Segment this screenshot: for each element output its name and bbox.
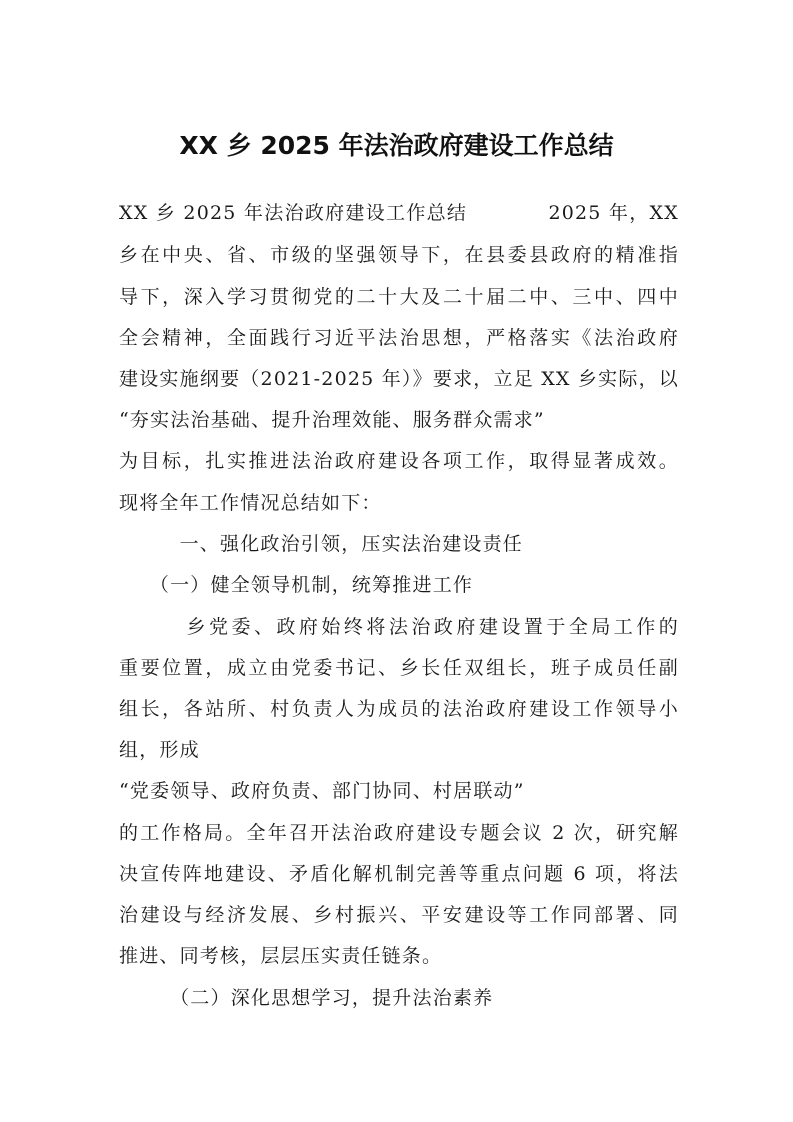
body-line-16: 的工作格局。全年召开法治政府建设专题会议 2 次，研究解 (119, 822, 679, 844)
subsection-heading-2: （二）深化思想学习，提升法治素养 (119, 987, 494, 1009)
body-line-15: “党委领导、政府负责、部门协同、村居联动” (119, 780, 525, 802)
document-title: XX 乡 2025 年法治政府建设工作总结 (179, 131, 614, 160)
body-line-11: 乡党委、政府始终将法治政府建设置于全局工作的 (119, 616, 679, 638)
section-heading-1: 一、强化政治引领，压实法治建设责任 (119, 533, 524, 555)
body-line-12: 重要位置，成立由党委书记、乡长任双组长，班子成员任副 (119, 657, 679, 679)
body-line-4: 全会精神，全面践行习近平法治思想，严格落实《法治政府 (119, 327, 679, 349)
body-line-5: 建设实施纲要（2021-2025 年）》要求，立足 XX 乡实际，以 (119, 368, 679, 390)
body-line-17: 决宣传阵地建设、矛盾化解机制完善等重点问题 6 项，将法 (119, 863, 679, 885)
body-line-2: 乡在中央、省、市级的坚强领导下，在县委县政府的精准指 (119, 244, 679, 266)
body-line-8: 现将全年工作情况总结如下： (119, 492, 382, 514)
body-line-13: 组长，各站所、村负责人为成员的法治政府建设工作领导小 (119, 698, 679, 720)
body-line-18: 治建设与经济发展、乡村振兴、平安建设等工作同部署、同 (119, 904, 679, 926)
body-line-6: “夯实法治基础、提升治理效能、服务群众需求” (119, 409, 545, 431)
body-line-3: 导下，深入学习贯彻党的二十大及二十届二中、三中、四中 (119, 286, 679, 308)
body-line-19: 推进、同考核，层层压实责任链条。 (119, 945, 443, 967)
body-line-14: 组，形成 (119, 739, 200, 761)
subsection-heading-1: （一）健全领导机制，统筹推进工作 (119, 574, 474, 596)
body-line-1: XX 乡 2025 年法治政府建设工作总结 2025 年，XX (119, 202, 679, 224)
body-line-7: 为目标，扎实推进法治政府建设各项工作，取得显著成效。 (119, 450, 679, 472)
